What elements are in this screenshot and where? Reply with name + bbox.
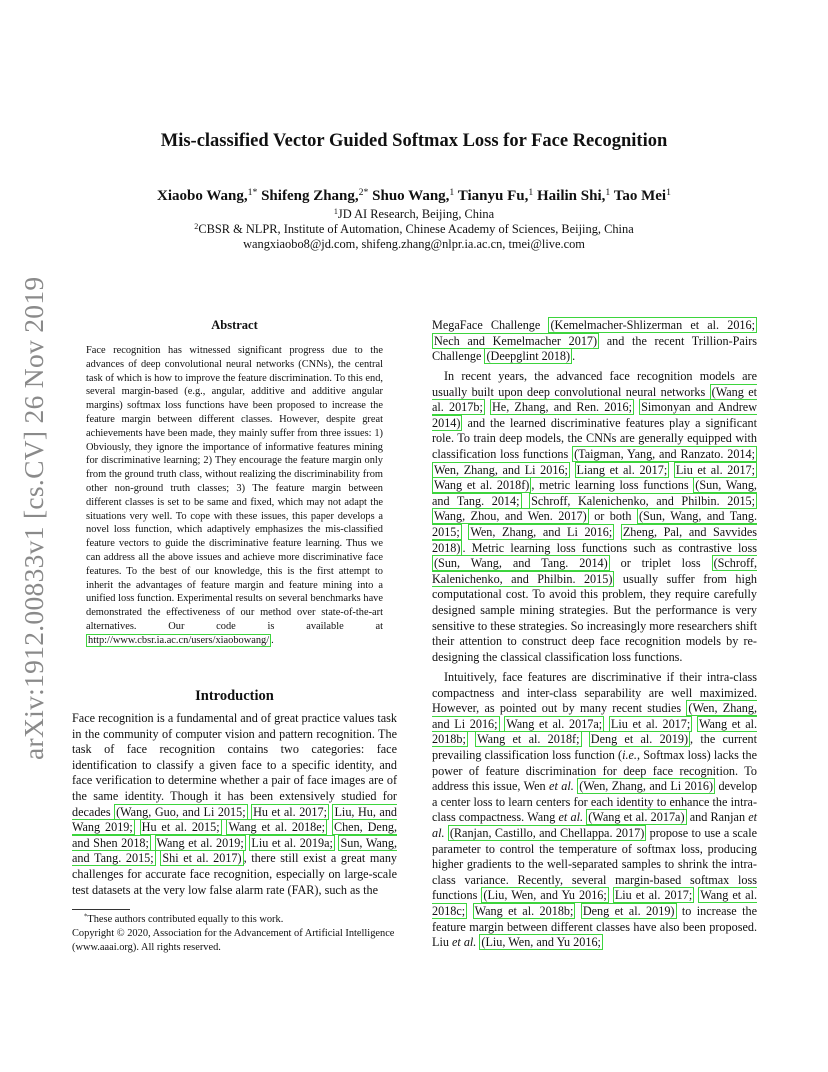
citation-link[interactable]: (Sun, Wang, and Tang. 2014; bbox=[432, 478, 757, 508]
arxiv-identifier: arXiv:1912.00833v1 [cs.CV] 26 Nov 2019 bbox=[18, 276, 49, 760]
citation-link[interactable]: (Kemelmacher-Shlizerman et al. 2016; bbox=[550, 318, 755, 332]
citation-link[interactable]: (Ranjan, Castillo, and Chellappa. 2017) bbox=[449, 825, 645, 840]
citation-link[interactable]: Wang et al. 2018c; bbox=[432, 888, 758, 918]
author: Hailin Shi,$^1$ bbox=[537, 187, 611, 204]
author: Tianyu Fu,$^1$ bbox=[457, 187, 534, 204]
citation-link[interactable]: Wang, Zhou, and Wen. 2017) bbox=[434, 509, 587, 524]
citation-link[interactable]: Nech and Kemelmacher 2017) bbox=[434, 333, 598, 348]
right-col-paragraph-3: Intuitively, face features are discriminative if their intra-class compactness and inter-class separability are well maximized. However, as pointed out by many recent studies (Wen, Zhang, and Li 2016; Wang et al. 2017a; Liu et al. 2017; Wang et al. 2018b; Wang et al. 2018f; Deng et al. 2019) , the current prevailing classification loss function (i.e., Softmax loss) lacks the power of feature discrimination for deep face recognition. To address this issue, Wen et al. (Wen, Zhang, and Li 2016) develop a center loss to learn centers for each identity to enhance the intra-class compactness. Wang et al. (Wang et al. 2017a) and Ranjan et al. (Ranjan, Castillo, and Chellappa. 2017) propose to use a scale parameter to control the temperature of softmax loss, producing higher gradients to the well-separated samples to shrink the intra-class variance. Recently, several margin-based softmax loss functions (Liu, Wen, and Yu 2016; Liu et al. 2017; Wang et al. 2018c; Wang et al. 2018b; Deng et al. 2019) to increase the feature margin between different classes have also been proposed. Liu et al. (Liu, Wen, and Yu 2016; bbox=[432, 670, 758, 950]
citation-link[interactable]: Simonyan and Andrew 2014) bbox=[432, 400, 758, 430]
introduction-text: Face recognition is a fundamental and of great practice values task in the community of computer vision and pattern recognition. The task of face recognition contains two categories: face identification to classify a given face to a specific identity, and face verification to determine whether a pair of face images are of the same identity. Though it has been extensively studied for decades (Wang, Guo, and Li 2015; Hu et al. 2017; Liu, Hu, and Wang 2019; Hu et al. 2015; Wang et al. 2018e; Chen, Deng, and Shen 2018; Wang et al. 2019; Liu et al. 2019a; Sun, Wang, and Tang. 2015; Shi et al. 2017) , there still exist a great many challenges for accurate face recognition, especially on large-scale test datasets at the very low false alarm rate (FAR), such as the bbox=[72, 711, 398, 897]
citation-link[interactable]: (Wang, Guo, and Li 2015; bbox=[116, 804, 246, 819]
citation-link[interactable]: Wen, Zhang, and Li 2016; bbox=[470, 524, 613, 539]
citation-link[interactable]: (Wang et al. 2017a) bbox=[588, 810, 685, 825]
author-list bbox=[0, 188, 828, 205]
copyright-notice: Copyright © 2020, Association for the Advancement of Artificial Intelligence (www.aaai.org). All rights reserved. bbox=[72, 928, 395, 953]
citation-link[interactable]: (Wang et al. 2017b; bbox=[432, 384, 757, 415]
code-url-link[interactable]: http://www.cbsr.ia.ac.cn/users/xiaobowang/ bbox=[88, 634, 270, 646]
citation-link[interactable]: Deng et al. 2019) bbox=[590, 732, 689, 747]
citation-link[interactable]: Shi et al. 2017) bbox=[162, 851, 242, 866]
citation-link[interactable]: Wang et al. 2018f; bbox=[477, 732, 580, 747]
citation-link[interactable]: Liu et al. 2017; bbox=[610, 716, 691, 731]
author-emails: wangxiaobo8@jd.com, shifeng.zhang@nlpr.ia.ac.cn, tmei@live.com bbox=[243, 237, 585, 251]
citation-link[interactable]: Wang et al. 2018e; bbox=[228, 820, 326, 835]
author: Tao Mei$^1$ bbox=[613, 187, 671, 204]
citation-link[interactable]: (Schroff, Kalenichenko, and Philbin. 2015) bbox=[432, 556, 757, 586]
author: Shifeng Zhang,$^{2*}$ bbox=[261, 187, 369, 204]
citation-link[interactable]: He, Zhang, and Ren. 2016; bbox=[491, 400, 632, 415]
citation-link[interactable]: Wang et al. 2019; bbox=[156, 835, 244, 850]
citation-link[interactable]: Liang et al. 2017; bbox=[576, 462, 668, 477]
abstract-heading: Abstract bbox=[211, 318, 258, 332]
citation-link[interactable]: (Deepglint 2018) bbox=[486, 349, 571, 364]
affiliation-1: $^1$JD AI Research, Beijing, China bbox=[333, 206, 495, 221]
abstract-text: Face recognition has witnessed significant progress due to the advances of deep convolutional neural networks (CNNs), the central task of which is how to improve the feature discrimination. To this end, several margin-based (e.g., angular, additive and additive angular margins) softmax loss functions have been proposed to increase the feature margin between different classes. However, despite great achievements have been made, they mainly suffer from three issues: 1) Obviously, they ignore the importance of informative features mining for discriminative learning; 2) They encourage the feature margin only from the ground truth class, without realizing the discriminability from other non-ground truth classes; 3) The feature margin between different classes is set to be same and fixed, which may not adapt the situations very well. To cope with these issues, this paper develops a novel loss function, which adaptively emphasizes the mis-classified feature vectors to guide the discriminative feature learning. Thus we can address all the above issues and achieve more discriminative face features. To the best of our knowledge, this is the first attempt to inherit the advantages of feature margin and feature mining into a unified loss function. Experimental results on several benchmarks have demonstrated the effectiveness of our method over state-of-the-art alternatives. Our code is available at http://www.cbsr.ia.ac.cn/users/xiaobowang/ . bbox=[86, 345, 383, 646]
right-col-paragraph-1: MegaFace Challenge (Kemelmacher-Shlizerman et al. 2016; Nech and Kemelmacher 2017) and the recent Trillion-Pairs Challenge (Deepglint 2018) . bbox=[432, 318, 758, 364]
citation-link[interactable]: Deng et al. 2019) bbox=[582, 903, 675, 918]
author: Xiaobo Wang,$^{1*}$ bbox=[157, 187, 258, 204]
citation-link[interactable]: Wang et al. 2018f) bbox=[434, 478, 530, 493]
affiliation-2: $^2$CBSR & NLPR, Institute of Automation, Chinese Academy of Sciences, Beijing, China bbox=[194, 221, 634, 236]
citation-link[interactable]: Liu et al. 2017; bbox=[675, 462, 756, 477]
right-col-paragraph-2: In recent years, the advanced face recognition models are usually built upon deep convolutional neural networks (Wang et al. 2017b; He, Zhang, and Ren. 2016; Simonyan and Andrew 2014) and the learned discriminative features play a significant role. To train deep models, the CNNs are generally equipped with classification loss functions (Taigman, Yang, and Ranzato. 2014; Wen, Zhang, and Li 2016; Liang et al. 2017; Liu et al. 2017; Wang et al. 2018f) , metric learning loss functions (Sun, Wang, and Tang. 2014; Schroff, Kalenichenko, and Philbin. 2015; Wang, Zhou, and Wen. 2017) or both (Sun, Wang, and Tang. 2015; Wen, Zhang, and Li 2016; Zheng, Pal, and Savvides 2018) . Metric learning loss functions such as contrastive loss (Sun, Wang, and Tang. 2014) or triplet loss (Schroff, Kalenichenko, and Philbin. 2015) usually suffer from high computational cost. To avoid this problem, they require carefully designed sample mining strategies. But the performance is very sensitive to these strategies. So increasingly more researchers shift their attention to construct deep face recognition models by re-designing the classical classification loss functions. bbox=[432, 369, 758, 664]
citation-link[interactable]: (Liu, Wen, and Yu 2016; bbox=[483, 888, 607, 903]
introduction-heading: Introduction bbox=[195, 688, 274, 704]
author: Shuo Wang,$^1$ bbox=[372, 187, 455, 204]
citation-link[interactable]: (Wen, Zhang, and Li 2016; bbox=[432, 701, 757, 731]
citation-link[interactable]: (Wen, Zhang, and Li 2016) bbox=[579, 779, 714, 794]
citation-link[interactable]: Wang et al. 2017a; bbox=[506, 716, 603, 731]
citation-link[interactable]: Hu et al. 2015; bbox=[141, 820, 220, 835]
citation-link[interactable]: Wang et al. 2018b; bbox=[432, 716, 758, 747]
footnote-divider bbox=[72, 909, 130, 910]
citation-link[interactable]: Zheng, Pal, and Savvides 2018) bbox=[432, 524, 758, 555]
citation-link[interactable]: Liu et al. 2019a; bbox=[251, 835, 333, 850]
citation-link[interactable]: Liu et al. 2017; bbox=[614, 888, 693, 903]
citation-link[interactable]: Sun, Wang, and Tang. 2015; bbox=[72, 835, 398, 866]
citation-link[interactable]: (Liu, Wen, and Yu 2016; bbox=[481, 935, 601, 950]
citation-link[interactable]: (Sun, Wang, and Tang. 2014) bbox=[434, 556, 608, 571]
citation-link[interactable]: Wen, Zhang, and Li 2016; bbox=[434, 462, 568, 477]
footnote-equal-contribution: *These authors contributed equally to this work. bbox=[84, 913, 284, 925]
citation-link[interactable]: Wang et al. 2018b; bbox=[474, 903, 574, 918]
citation-link[interactable]: (Sun, Wang, and Tang. 2015; bbox=[432, 509, 757, 539]
citation-link[interactable]: Chen, Deng, and Shen 2018; bbox=[72, 820, 398, 850]
citation-link[interactable]: (Taigman, Yang, and Ranzato. 2014; bbox=[574, 446, 755, 461]
paper-title: Mis-classified Vector Guided Softmax Loss for Face Recognition bbox=[160, 131, 668, 151]
citation-link[interactable]: Hu et al. 2017; bbox=[253, 804, 327, 819]
citation-link[interactable]: Schroff, Kalenichenko, and Philbin. 2015; bbox=[531, 493, 756, 508]
citation-link[interactable]: Liu, Hu, and Wang 2019; bbox=[72, 804, 398, 835]
